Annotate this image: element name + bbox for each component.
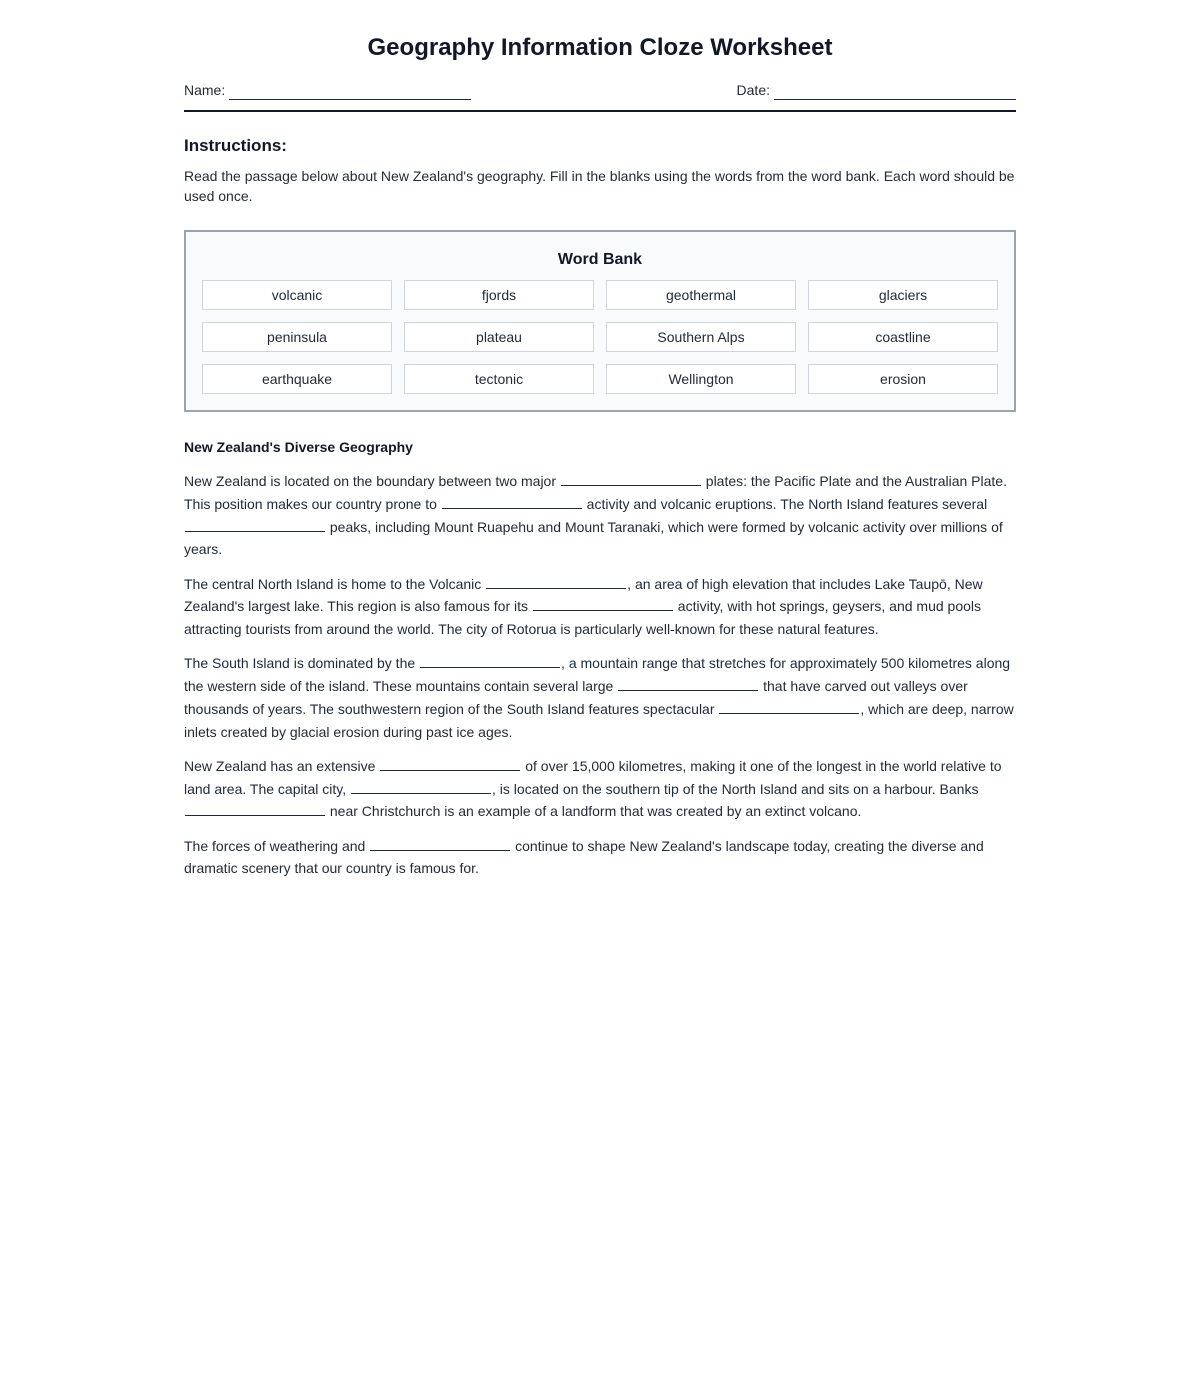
fill-blank[interactable] (185, 800, 325, 816)
passage-text: , an area of high elevation that includes Lake Taupō, New Zealand's largest lake. This region is also famous for its (184, 575, 983, 615)
passage-paragraph-4 (184, 755, 1016, 823)
word-bank-item: fjords (404, 280, 594, 310)
word-bank-item: earthquake (202, 364, 392, 394)
fill-blank[interactable] (185, 516, 325, 532)
passage-text: peaks, including Mount Ruapehu and Mount Taranaki, which were formed by volcanic activity over millions of years. (184, 518, 1003, 558)
passage-text: New Zealand has an extensive (184, 757, 380, 774)
passage (184, 470, 1016, 892)
name-blank-line[interactable] (229, 83, 471, 100)
name-field (184, 80, 471, 100)
passage-paragraph-2 (184, 573, 1016, 641)
fill-blank[interactable] (370, 835, 510, 851)
word-bank-item: Southern Alps (606, 322, 796, 352)
fill-blank[interactable] (420, 652, 560, 668)
passage-text: , which are deep, narrow inlets created by glacial erosion during past ice ages. (184, 700, 1014, 740)
passage-text: The forces of weathering and (184, 837, 370, 854)
fill-blank[interactable] (561, 470, 701, 486)
word-bank (184, 230, 1016, 412)
passage-text: near Christchurch is an example of a landform that was created by an extinct volcano. (326, 803, 862, 820)
word-bank-item: glaciers (808, 280, 998, 310)
word-bank-item: Wellington (606, 364, 796, 394)
passage-text: activity and volcanic eruptions. The North Island features several (582, 495, 988, 512)
name-date-row (184, 80, 1016, 112)
word-bank-grid (202, 280, 998, 394)
word-bank-item: peninsula (202, 322, 392, 352)
passage-text: The central North Island is home to the Volcanic (184, 575, 486, 592)
date-blank-line[interactable] (774, 83, 1016, 100)
passage-text: plates: the Pacific Plate and the Australian Plate. This position makes our country prone to (184, 473, 1007, 512)
word-bank-item: volcanic (202, 280, 392, 310)
fill-blank[interactable] (351, 778, 491, 794)
fill-blank[interactable] (442, 493, 582, 509)
word-bank-item: erosion (808, 364, 998, 394)
word-bank-item: plateau (404, 322, 594, 352)
fill-blank[interactable] (380, 755, 520, 771)
word-bank-item: coastline (808, 322, 998, 352)
passage-text: that have carved out valleys over thousands of years. The southwestern region of the South Island features spectacular (184, 678, 968, 717)
date-label: Date: (736, 82, 770, 98)
fill-blank[interactable] (486, 573, 626, 589)
passage-text: The South Island is dominated by the (184, 655, 420, 672)
fill-blank[interactable] (618, 675, 758, 691)
passage-paragraph-1 (184, 470, 1016, 561)
passage-paragraph-3 (184, 652, 1016, 743)
fill-blank[interactable] (533, 595, 673, 611)
passage-text: of over 15,000 kilometres, making it one of the longest in the world relative to land area. The capital city, (184, 757, 1002, 797)
instructions-heading: Instructions: (184, 136, 287, 155)
passage-text: , a mountain range that stretches for approximately 500 kilometres along the western side of the island. These mountains contain several large (184, 655, 1011, 694)
worksheet-title: Geography Information Cloze Worksheet (367, 34, 833, 61)
passage-title: New Zealand's Diverse Geography (184, 439, 413, 455)
instructions-text: Read the passage below about New Zealand's geography. Fill in the blanks using the words from the word bank. Each word should be used once. (184, 168, 1015, 204)
passage-text: activity, with hot springs, geysers, and mud pools attracting tourists from around the world. The city of Rotorua is particularly well-known for these natural features. (184, 598, 982, 637)
passage-text: continue to shape New Zealand's landscape today, creating the diverse and dramatic scenery that our country is famous for. (184, 837, 984, 877)
passage-text: , is located on the southern tip of the North Island and sits on a harbour. Banks (492, 780, 979, 797)
word-bank-item: tectonic (404, 364, 594, 394)
passage-text: New Zealand is located on the boundary between two major (184, 473, 560, 489)
word-bank-item: geothermal (606, 280, 796, 310)
date-field (737, 80, 1016, 100)
fill-blank[interactable] (719, 698, 859, 714)
word-bank-title: Word Bank (557, 251, 643, 268)
passage-paragraph-5 (184, 835, 1016, 881)
name-label: Name: (184, 82, 226, 98)
